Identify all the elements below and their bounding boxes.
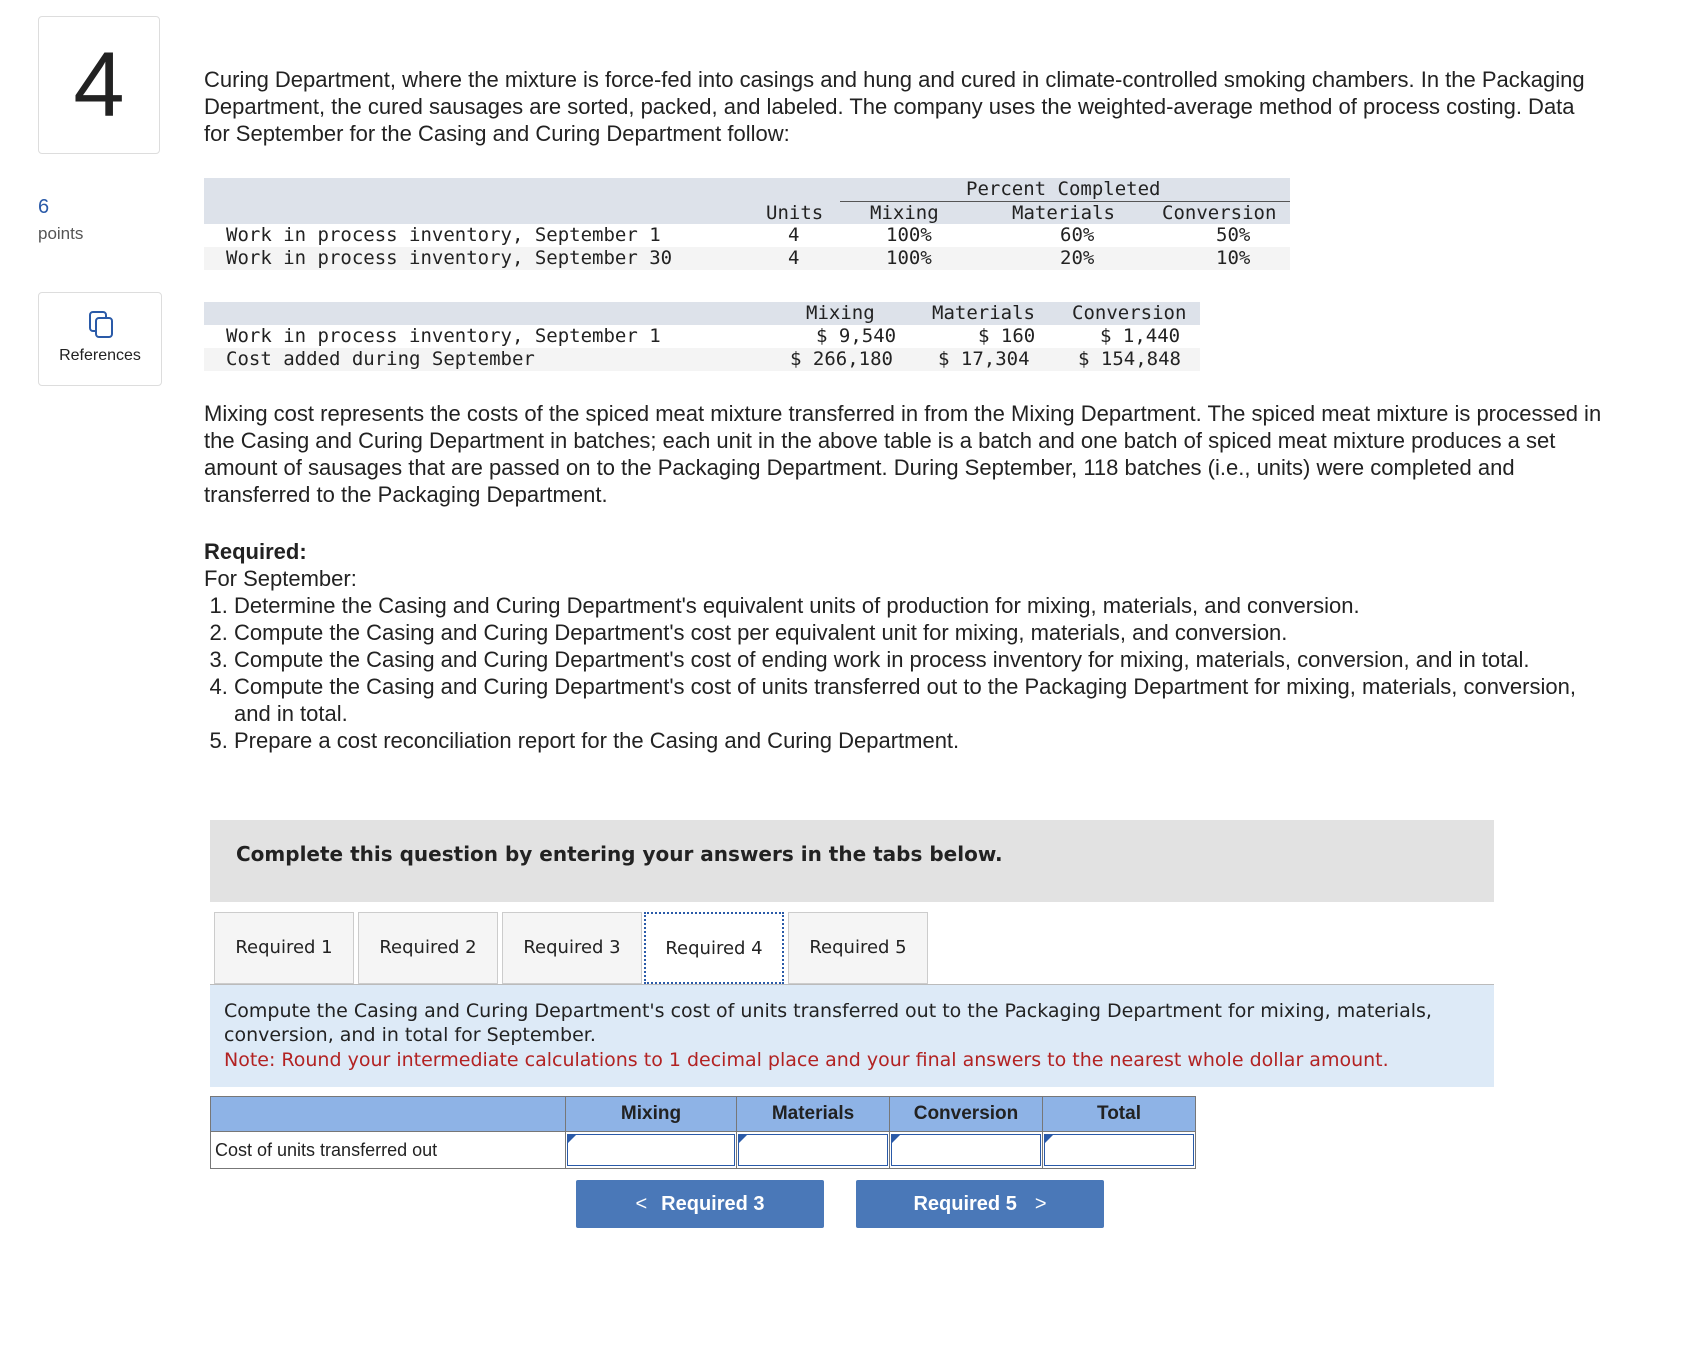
mixing-text: Mixing cost represents the costs of the spiced meat mixture transferred in from the Mixing Department. The spiced meat mixture is processed in the Casing and Curing Department in batches; each unit in the above table is a batch and one batch of spiced meat mixture produces a set amount of sausages that are passed on to the Packaging Department. During September, 118 batches (i.e., units) were completed and transferred to the Packaging Department. [204, 401, 1602, 507]
panel-prompt: Compute the Casing and Curing Department's cost of units transferred out to the Packaging Department for mixing, materials, conversion, and in total for September. [224, 1000, 1432, 1046]
materials-input[interactable] [738, 1134, 888, 1166]
conversion-header: Conversion [1162, 202, 1277, 224]
tab-required-5[interactable]: Required 5 [788, 912, 928, 984]
mixing-header: Mixing [870, 202, 939, 224]
table-row: Work in process inventory, September 1 $ 9,540 $ 160 $ 1,440 [226, 325, 1181, 347]
answer-table [210, 1096, 1196, 1169]
required-item: 2. Compute the Casing and Curing Department's cost per equivalent unit for mixing, materials, and conversion. [234, 619, 1604, 646]
next-required-5-button[interactable] [856, 1180, 1104, 1228]
total-column-header: Total [1043, 1097, 1196, 1132]
materials-header: Materials [932, 302, 1035, 324]
tab-required-1[interactable]: Required 1 [214, 912, 354, 984]
materials-column-header: Materials [737, 1097, 890, 1132]
tab-required-2[interactable]: Required 2 [358, 912, 498, 984]
table-row [211, 1132, 1196, 1169]
mixing-header: Mixing [806, 302, 875, 324]
points-label: points [38, 224, 84, 243]
total-input[interactable] [1044, 1134, 1194, 1166]
required-section [204, 538, 1604, 754]
percent-completed-header: Percent Completed [966, 178, 1161, 200]
conversion-input[interactable] [891, 1134, 1041, 1166]
tab-panel [210, 984, 1494, 1087]
conversion-column-header: Conversion [890, 1097, 1043, 1132]
units-header: Units [766, 202, 824, 224]
question-number: 4 [73, 34, 125, 136]
table-row: Work in process inventory, September 30 4 100% 20% 10% [204, 247, 1290, 270]
instruction-text: Complete this question by entering your answers in the tabs below. [236, 842, 1003, 866]
prev-button-label: Required 3 [661, 1193, 765, 1215]
required-item: 5. Prepare a cost reconciliation report for the Casing and Curing Department. [234, 727, 1604, 754]
tab-required-3[interactable]: Required 3 [502, 912, 642, 984]
required-subtitle: For September: [204, 566, 357, 591]
mixing-column-header: Mixing [566, 1097, 737, 1132]
tab-required-4[interactable]: Required 4 [644, 912, 784, 984]
next-button-label: Required 5 [913, 1193, 1017, 1215]
chevron-right-icon: > [1034, 1193, 1047, 1215]
points-value: 6 [38, 196, 50, 218]
row-label: Cost of units transferred out [211, 1132, 566, 1169]
references-label: References [59, 347, 141, 364]
blank-header [211, 1097, 566, 1132]
required-item: 4. Compute the Casing and Curing Department's cost of units transferred out to the Packaging Department for mixing, materials, conversion, and in total. [234, 673, 1604, 727]
required-item: 1. Determine the Casing and Curing Department's equivalent units of production for mixing, materials, and conversion. [234, 592, 1604, 619]
prev-required-3-button[interactable] [576, 1180, 824, 1228]
question-number-box [38, 16, 160, 154]
percent-completed-table [204, 178, 1290, 270]
copy-icon [89, 311, 115, 339]
table-row: $ 266,180 Cost added during September $ 17,304 $ 154,848 [204, 348, 1200, 371]
table-row: Work in process inventory, September 1 4 100% 60% 50% [226, 224, 1251, 246]
required-title: Required: [204, 539, 307, 564]
required-item: 3. Compute the Casing and Curing Department's cost of ending work in process inventory for mixing, materials, conversion, and in total. [234, 646, 1604, 673]
panel-note: Note: Round your intermediate calculations to 1 decimal place and your final answers to the nearest whole dollar amount. [224, 1049, 1389, 1071]
conversion-header: Conversion [1072, 302, 1187, 324]
mixing-input[interactable] [567, 1134, 735, 1166]
chevron-left-icon: < [635, 1193, 648, 1215]
cost-table [204, 302, 1200, 371]
intro-text: Curing Department, where the mixture is force-fed into casings and hung and cured in climate-controlled smoking chambers. In the Packaging Department, the cured sausages are sorted, packed, and labeled. The company uses the weighted-average method of process costing. Data for September for the Casing and Curing Department follow: [204, 67, 1585, 146]
instruction-box [210, 820, 1494, 902]
materials-header: Materials [1012, 202, 1115, 224]
references-button[interactable] [38, 292, 162, 386]
